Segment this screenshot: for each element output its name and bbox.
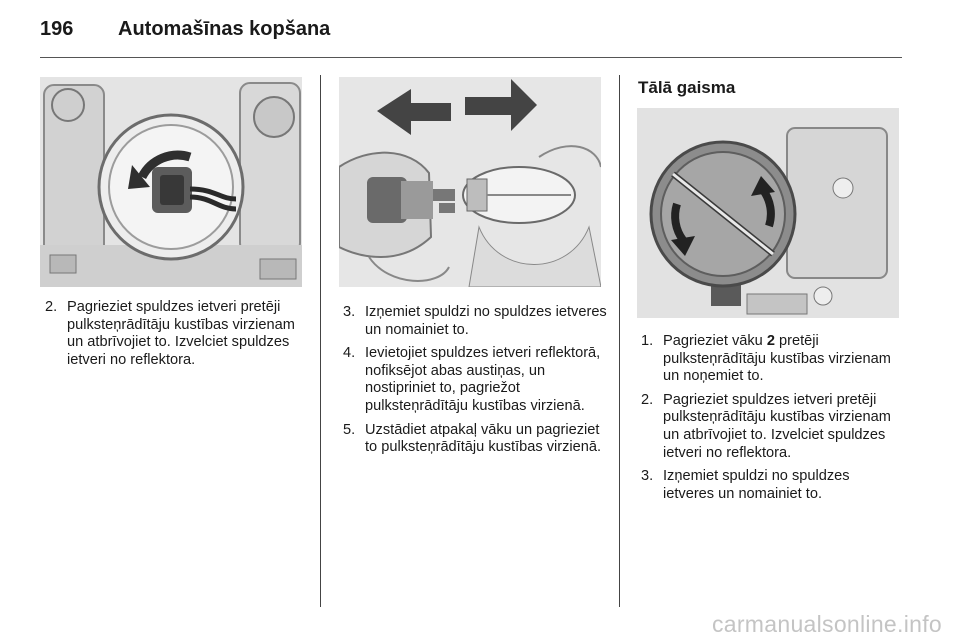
- step-text-after: pretēji pulksteņrādītāju kustības virzienam un noņemiet to.: [663, 333, 891, 385]
- page-number: 196: [40, 18, 74, 40]
- step-text-before: Pagrieziet vāku: [663, 333, 767, 349]
- step-number: 2.: [641, 391, 654, 408]
- step-item: [641, 392, 903, 462]
- step-text: Ievietojiet spuldzes ietveri reflektorā, nofiksējot abas austiņas, un nostipriniet to, pagriežot pulksteņrādītāju kustības virzienā.: [365, 345, 601, 414]
- step-text: Uzstādiet atpakaļ vāku un pagrieziet to pulksteņrādītāju kustības virzienā.: [365, 421, 602, 456]
- step-item: [343, 422, 613, 457]
- step-text: Izņemiet spuldzi no spuldzes ietveres un nomainiet to.: [365, 304, 607, 338]
- step-number: 3.: [343, 304, 356, 320]
- step-item: [45, 299, 310, 369]
- step-item: [641, 333, 903, 386]
- step-item: [343, 345, 613, 415]
- column2-steps: [343, 304, 613, 463]
- figure-bulb-holder-rear: [40, 77, 302, 287]
- section-heading: Tālā gaisma: [638, 78, 736, 97]
- step-text: Izņemiet spuldzi no spuldzes ietveres un nomainiet to.: [663, 468, 850, 502]
- chapter-title: Automašīnas kopšana: [118, 18, 331, 40]
- step-text: Pagrieziet spuldzes ietveri pretēji pulksteņrādītāju kustības virzienam un atbrīvojiet to. Izvelciet spuldzes ietveri no reflektora.: [67, 299, 295, 368]
- column1-steps: [45, 299, 310, 375]
- bulb-removal-illustration: [339, 77, 601, 287]
- step-number: 2.: [45, 299, 58, 315]
- step-number: 5.: [343, 421, 356, 438]
- step-number: 3.: [641, 468, 654, 485]
- column3-steps: [641, 333, 903, 509]
- column-divider-1: [320, 75, 321, 607]
- bulb-holder-illustration: [40, 77, 302, 287]
- page-header: [40, 18, 330, 48]
- watermark: carmanualsonline.info: [711, 611, 942, 637]
- figure-bulb-removal: [339, 77, 601, 287]
- high-beam-cover-illustration: [637, 108, 899, 318]
- step-number: 4.: [343, 345, 356, 362]
- figure-high-beam-cover: [637, 108, 899, 318]
- header-rule: [40, 57, 902, 58]
- step-number: 1.: [641, 333, 654, 349]
- step-item: [343, 304, 613, 339]
- column-divider-2: [619, 75, 620, 607]
- step-item: [641, 468, 903, 503]
- step-text: Pagrieziet spuldzes ietveri pretēji pulksteņrādītāju kustības virzienam un atbrīvojiet to. Izvelciet spuldzes ietveri no reflektora.: [663, 391, 891, 461]
- callout-number: 2: [766, 333, 775, 349]
